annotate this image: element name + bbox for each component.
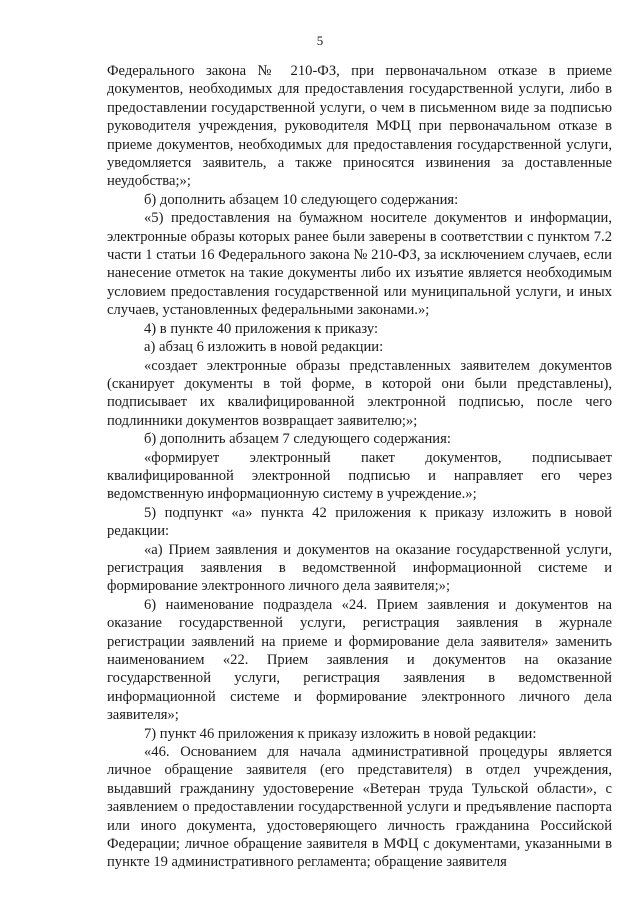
paragraph: «создает электронные образы представленных заявителем документов (сканирует документы в той форме, в которой они были представлены), подписывает их квалифицированной электронной подписью, после чего подлинники документов возвращает заявителю;»;	[107, 357, 612, 429]
paragraph: 6) наименование подраздела «24. Прием заявления и документов на оказание государственной услуги, регистрация заявления в журнале регистрации заявлений на приеме и формирование дела заявителя» заменить наименованием «22. Прием заявления и документов на оказание государственной услуги, регистрация заявления в ведомственной информационной системе и формирование электронного личного дела заявителя»;	[107, 596, 612, 724]
paragraph: «5) предоставления на бумажном носителе документов и информации, электронные образы которых ранее были заверены в соответствии с пунктом 7.2 части 1 статьи 16 Федерального закона № 210-ФЗ, за исключением случаев, если нанесение отметок на такие документы либо их изъятие является необходимым условием предоставления государственной или муниципальной услуги, и иных случаев, установленных федеральными законами.»;	[107, 210, 612, 319]
document-body	[107, 62, 612, 872]
paragraph: «46. Основанием для начала административной процедуры является личное обращение заявителя (его представителя) в отдел учреждения, выдавший гражданину удостоверение «Ветеран труда Тульской области», с заявлением о предоставлении государственной услуги и предъявление паспорта или иного документа, удостоверяющего личность гражданина Российской Федерации; личное обращение заявителя в МФЦ с документами, указанными в пункте 19 административного регламента; обращение заявителя	[107, 744, 612, 871]
paragraph: б) дополнить абзацем 10 следующего содержания:	[144, 191, 459, 208]
paragraph: «формирует электронный пакет документов, подписывает квалифицированной электронной подписью и направляет его через ведомственную информационную систему в учреждение.»;	[107, 449, 612, 503]
paragraph: 7) пункт 46 приложения к приказу изложить в новой редакции:	[144, 725, 537, 742]
paragraph: «а) Прием заявления и документов на оказание государственной услуги, регистрация заявления в ведомственной информационной системе и формирование электронного личного дела заявителя;»;	[107, 541, 612, 595]
paragraph: б) дополнить абзацем 7 следующего содержания:	[144, 431, 451, 448]
page-number: 5	[316, 33, 324, 48]
paragraph: а) абзац 6 изложить в новой редакции:	[144, 339, 384, 356]
paragraph: Федерального закона № 210-ФЗ, при первоначальном отказе в приеме документов, необходимых для предоставления государственной услуги, либо в предоставлении государственной услуги, о чем в письменном виде за подписью руководителя учреждения, руководителя МФЦ при первоначальном отказе в приеме документов, необходимых для предоставления государственной услуги, уведомляется заявитель, а также приносятся извинения за доставленные неудобства;»;	[107, 63, 612, 190]
paragraph: 4) в пункте 40 приложения к приказу:	[144, 320, 379, 337]
paragraph: 5) подпункт «а» пункта 42 приложения к приказу изложить в новой редакции:	[107, 504, 612, 540]
